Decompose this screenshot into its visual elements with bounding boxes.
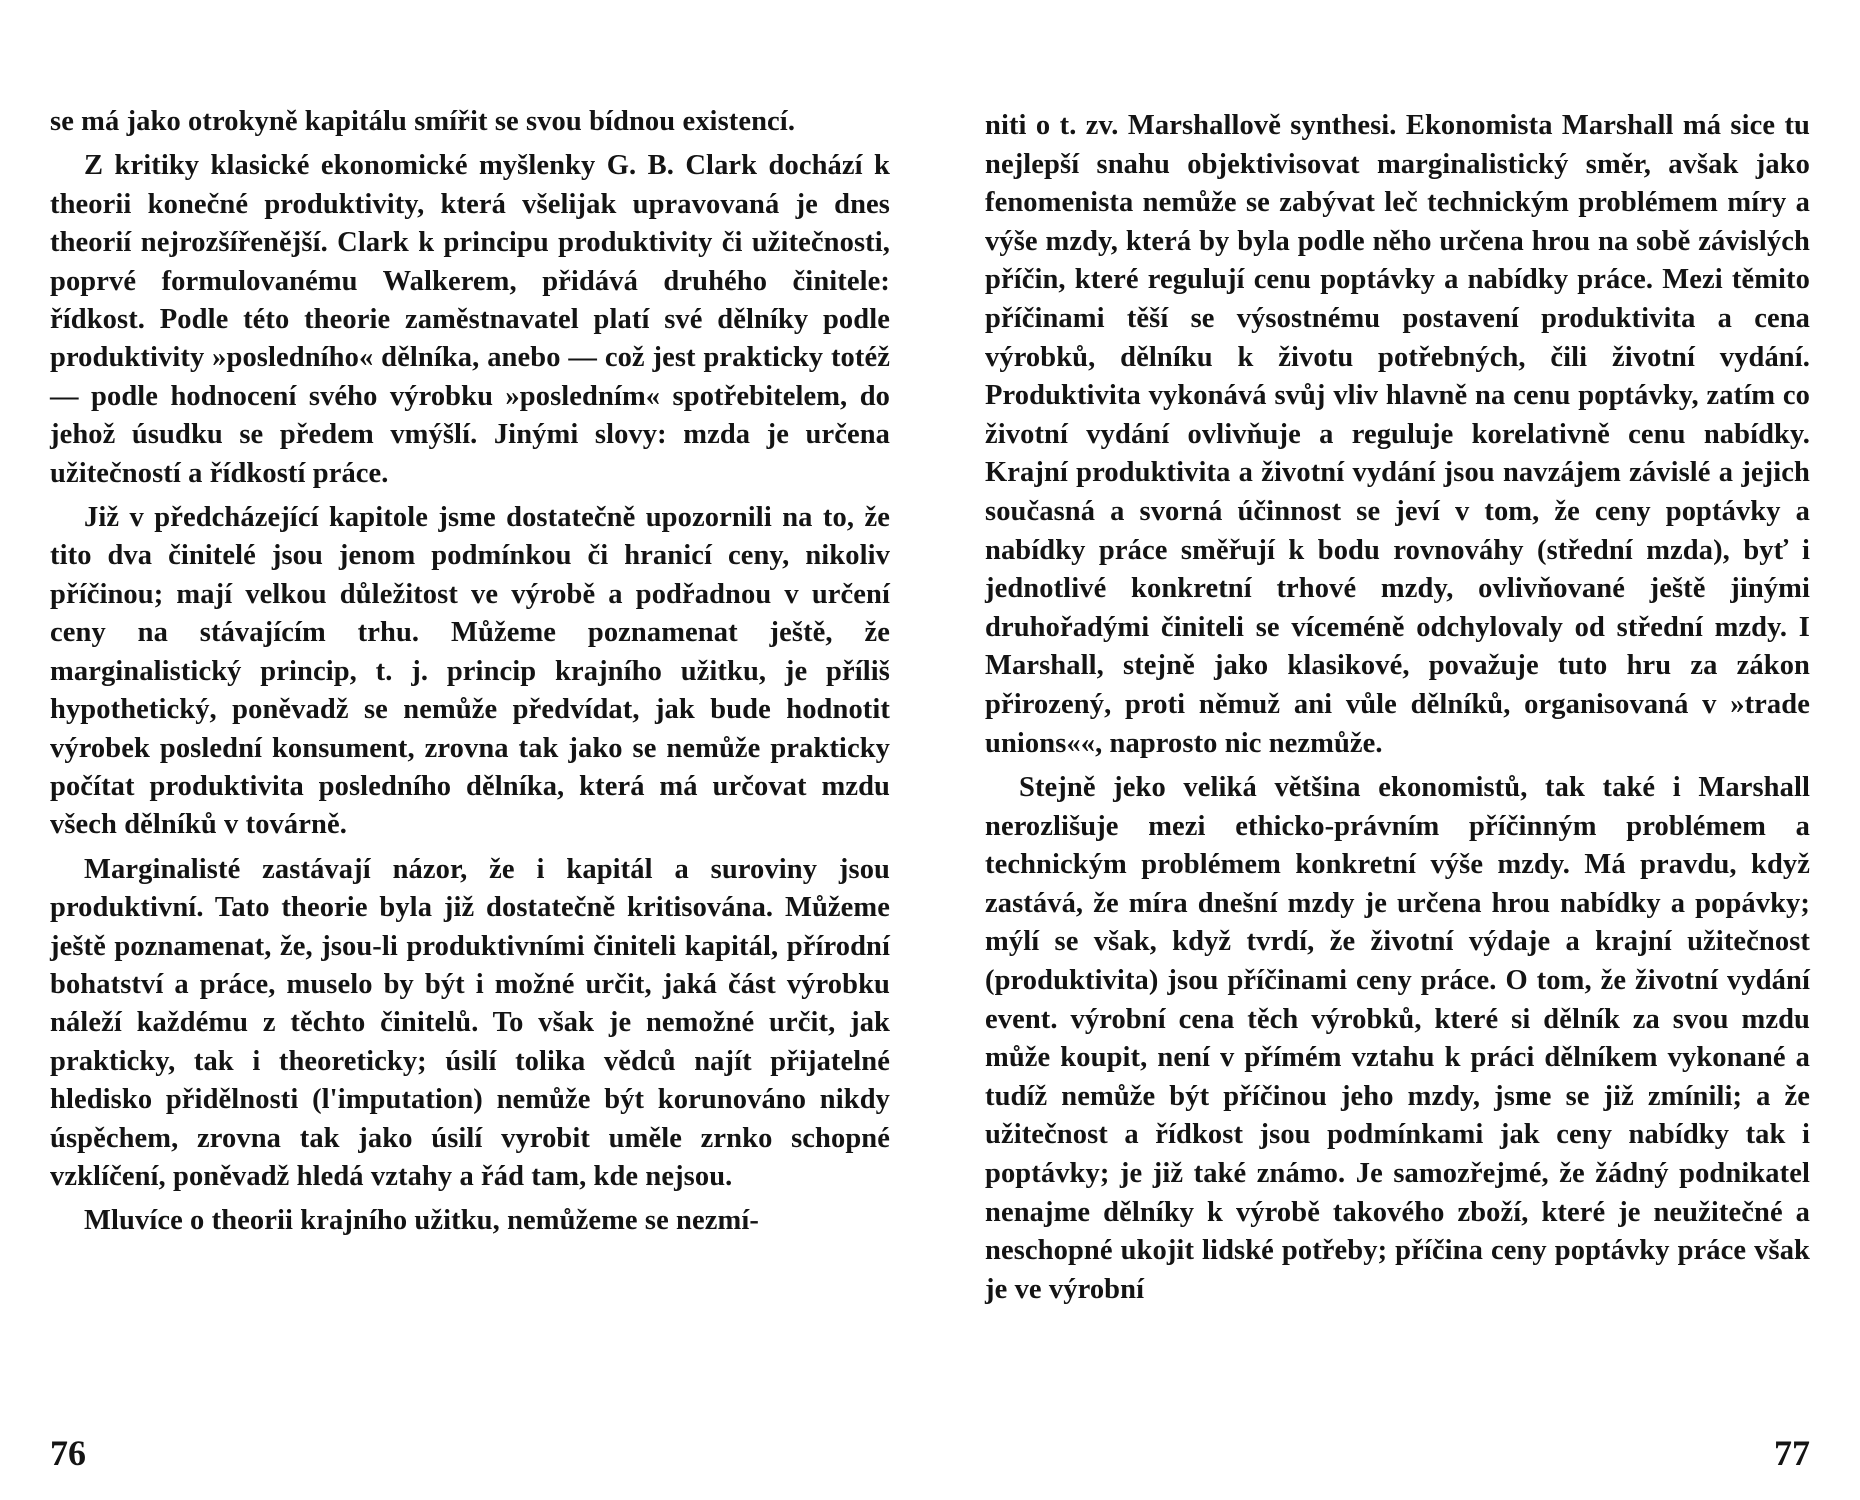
paragraph: Marginalisté zastávají názor, že i kapitál a suroviny jsou produktivní. Tato theorie byla již dostatečně kritisována. Můžeme ještě poznamenat, že, jsou-li produktivními činiteli kapitál, přírodní bohatství a práce, muselo by být i možné určit, jaká část výrobku náleží každému z těchto činitelů. To však je nemožné určit, jak prakticky, tak i theoreticky; úsilí tolika vědců najít přijatelné hledisko přidělnosti (l'imputation) nemůže být korunováno nikdy úspěchem, zrovna tak jako úsilí vyrobit uměle zrnko schopné vzklíčení, poněvadž hledá vztahy a řád tam, kde nejsou. <box>50 853 890 1192</box>
paragraph: se má jako otrokyně kapitálu smířit se svou bídnou existencí. <box>50 106 796 137</box>
right-page <box>985 0 1810 1500</box>
paragraph: Stejně jeko veliká většina ekonomistů, tak také i Marshall nerozlišuje mezi ethicko-právním příčinným problémem a technickým problémem konkretní výše mzdy. Má pravdu, když zastává, že míra dnešní mzdy je určena hrou nabídky a popávky; mýlí se však, když tvrdí, že životní výdaje a krajní užitečnost (produktivita) jsou příčinami ceny práce. O tom, že životní vydání event. výrobní cena těch výrobků, které si dělník za svou mzdu může koupit, není v přímém vztahu k práci dělníkem vykonané a tudíž nemůže být příčinou jeho mzdy, jsme se již zmínili; a že užitečnost a řídkost jsou podmínkami jak ceny nabídky tak i poptávky; je již také známo. Je samozřejmé, že žádný podnikatel nenajme dělníky k výrobě takového zboží, které je neužitečné a neschopné ukojit lidské potřeby; příčina ceny poptávky práce však je ve výrobní <box>985 772 1810 1305</box>
paragraph: niti o t. zv. Marshallově synthesi. Ekonomista Marshall má sice tu nejlepší snahu objektivisovat marginalistický směr, avšak jako fenomenista nemůže se zabývat leč technickým problémem míry a výše mzdy, která by byla podle něho určena hrou na sobě závislých příčin, které regulují cenu poptávky a nabídky práce. Mezi těmito příčinami těší se výsostnému postavení produktivita a cena výrobků, dělníku k životu potřebných, čili životní vydání. Produktivita vykonává svůj vliv hlavně na cenu poptávky, zatím co životní vydání ovlivňuje a reguluje korelativně cenu nabídky. Krajní produktivita a životní vydání jsou navzájem závislé a jejich současná a svorná účinnost se jeví v tom, že ceny poptávky a nabídky práce směřují k bodu rovnováhy (střední mzda), byť i jednotlivé konkretní trhové mzdy, ovlivňované ještě jinými druhořadými činiteli se víceméně odchylovaly od střední mzdy. I Marshall, stejně jako klasikové, považuje tuto hru za zákon přirozený, proti němuž ani vůle dělníků, organisovaná v »trade unions««, naprosto nic nezmůže. <box>985 110 1810 759</box>
page-number-left: 76 <box>50 1433 86 1473</box>
right-text-column <box>985 107 1810 1315</box>
left-page <box>50 0 890 1500</box>
page-number-right: 77 <box>1774 1433 1810 1473</box>
book-gutter <box>930 0 931 1500</box>
left-text-column <box>50 103 890 1247</box>
paragraph: Již v předcházející kapitole jsme dostatečně upozornili na to, že tito dva činitelé jsou jenom podmínkou či hranicí ceny, nikoliv příčinou; mají velkou důležitost ve výrobě a podřadnou v určení ceny na stávajícím trhu. Můžeme poznamenat ještě, že marginalistický princip, t. j. princip krajního užitku, je příliš hypothetický, poněvadž se nemůže předvídat, jak bude hodnotit výrobek poslední konsument, zrovna tak jako se nemůže prakticky počítat produktivita posledního dělníka, která má určovat mzdu všech dělníků v továrně. <box>50 502 890 841</box>
paragraph: Mluvíce o theorii krajního užitku, nemůžeme se nezmí- <box>84 1205 759 1237</box>
paragraph: Z kritiky klasické ekonomické myšlenky G. B. Clark dochází k theorii konečné produktivity, která všelijak upravovaná je dnes theorií nejrozšířenější. Clark k principu produktivity či užitečnosti, poprvé formulovanému Walkerem, přidává druhého činitele: řídkost. Podle této theorie zaměstnavatel platí své dělníky podle produktivity »posledního« dělníka, anebo — což jest prakticky totéž — podle hodnocení svého výrobku »posledním« spotřebitelem, do jehož úsudku se předem vmýšlí. Jinými slovy: mzda je určena užitečností a řídkostí práce. <box>50 150 890 489</box>
